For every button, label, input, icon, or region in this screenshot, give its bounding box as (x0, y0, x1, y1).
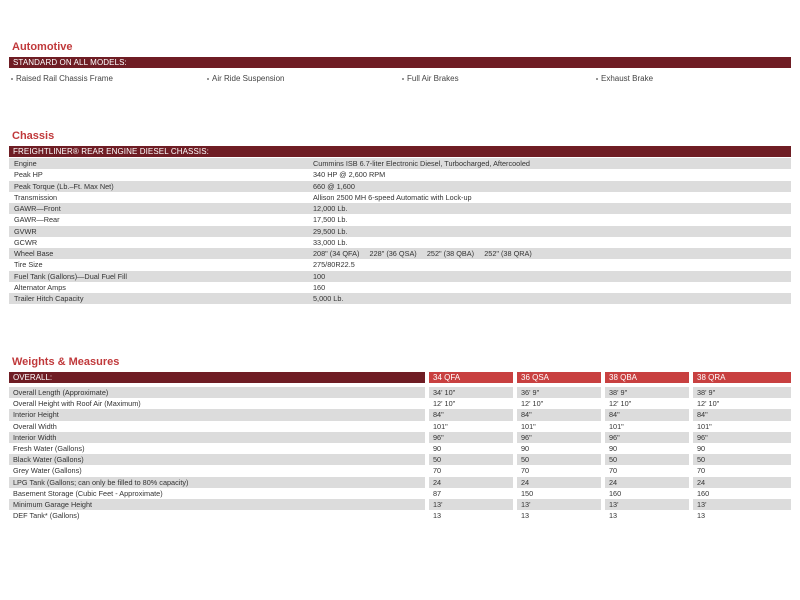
spec-row (9, 169, 791, 180)
measure-row (9, 409, 791, 420)
spec-row (9, 237, 791, 248)
measure-value: 101" (521, 421, 536, 431)
measure-value: 90 (521, 443, 530, 453)
measure-value: 13 (609, 511, 618, 521)
measure-value: 96" (693, 432, 791, 443)
spec-row (9, 158, 791, 169)
spec-label: Fuel Tank (Gallons)—Dual Fuel Fill (14, 271, 128, 281)
measure-value: 96" (429, 432, 513, 443)
measure-value: 50 (605, 454, 689, 465)
spec-label: Trailer Hitch Capacity (14, 294, 84, 303)
measure-label: Grey Water (Gallons) (13, 466, 82, 476)
measure-value: 84" (693, 409, 791, 420)
weights-header-bar: OVERALL: (9, 372, 425, 383)
measure-value: 12' 10" (609, 399, 632, 409)
feature-label: Full Air Brakes (407, 74, 459, 83)
spec-label: GAWR—Rear (14, 215, 60, 225)
measure-label: Overall Width (13, 421, 57, 431)
measure-value: 101" (433, 421, 448, 431)
measure-row (9, 421, 791, 432)
measure-row (9, 488, 791, 499)
chassis-spec-table (9, 158, 791, 304)
measure-label: Black Water (Gallons) (9, 454, 425, 465)
chassis-header-bar: FREIGHTLINER® REAR ENGINE DIESEL CHASSIS: (9, 146, 791, 157)
measure-value: 24 (605, 477, 689, 488)
measure-value: 70 (521, 466, 530, 476)
measure-value: 38' 9" (693, 387, 791, 398)
spec-label: Transmission (14, 192, 58, 202)
feature-label: Air Ride Suspension (212, 74, 285, 83)
bullet-icon (402, 78, 404, 80)
measure-value: 90 (609, 443, 618, 453)
measure-value: 50 (429, 454, 513, 465)
measure-row (9, 454, 791, 465)
measure-row (9, 398, 791, 409)
weights-title: Weights & Measures (12, 356, 120, 368)
spec-label: Peak HP (14, 170, 43, 180)
bullet-icon (207, 78, 209, 80)
feature-item (11, 73, 113, 85)
spec-value: Allison 2500 MH 6-speed Automatic with Lock-up (313, 192, 472, 202)
measure-value: 90 (433, 443, 442, 453)
feature-label: Exhaust Brake (601, 74, 654, 83)
measure-value: 160 (697, 488, 710, 498)
measure-value: 13 (697, 511, 706, 521)
spec-label: Tire Size (14, 260, 43, 270)
measure-label: Overall Length (Approximate) (9, 387, 425, 398)
measure-label: LPG Tank (Gallons; can only be filled to 80% capacity) (9, 477, 425, 488)
automotive-header-bar: STANDARD ON ALL MODELS: (9, 57, 791, 68)
spec-row (9, 259, 791, 270)
measure-value: 34' 10" (429, 387, 513, 398)
measure-value: 38' 9" (605, 387, 689, 398)
spec-value: 275/80R22.5 (313, 260, 355, 270)
feature-item (402, 73, 459, 85)
measure-value: 12' 10" (697, 399, 720, 409)
spec-value: 660 @ 1,600 (313, 181, 355, 191)
measure-row (9, 477, 791, 488)
measure-value: 96" (605, 432, 689, 443)
spec-value: 100 (313, 271, 326, 281)
measure-value: 50 (693, 454, 791, 465)
measure-value: 13' (693, 499, 791, 510)
feature-item (596, 73, 653, 85)
measure-value: 24 (693, 477, 791, 488)
bullet-icon (596, 78, 598, 80)
spec-row (9, 248, 791, 259)
feature-label: Raised Rail Chassis Frame (16, 74, 113, 83)
measure-value: 50 (517, 454, 601, 465)
spec-row (9, 226, 791, 237)
measure-value: 70 (697, 466, 706, 476)
spec-row (9, 203, 791, 214)
measure-row (9, 499, 791, 510)
measure-value: 87 (433, 488, 442, 498)
measure-label: DEF Tank* (Gallons) (13, 511, 80, 521)
measure-value: 70 (609, 466, 618, 476)
spec-row (9, 293, 791, 304)
spec-label: GAWR—Front (14, 204, 61, 213)
spec-value: 5,000 Lb. (313, 294, 344, 303)
measure-value: 84" (429, 409, 513, 420)
spec-label: Wheel Base (14, 249, 54, 258)
spec-value: 33,000 Lb. (313, 237, 348, 247)
automotive-title: Automotive (12, 41, 73, 53)
measure-value: 160 (609, 488, 622, 498)
measure-value: 101" (609, 421, 624, 431)
measure-value: 84" (605, 409, 689, 420)
measure-row (9, 465, 791, 476)
spec-label: Alternator Amps (14, 282, 66, 292)
model-column-header: 38 QRA (693, 372, 791, 383)
spec-value: 160 (313, 282, 326, 292)
model-column-header: 36 QSA (517, 372, 601, 383)
measure-value: 13' (517, 499, 601, 510)
spec-value: 29,500 Lb. (313, 226, 348, 236)
spec-row (9, 271, 791, 282)
measure-label: Interior Width (9, 432, 425, 443)
measure-value: 12' 10" (521, 399, 544, 409)
model-column-header: 38 QBA (605, 372, 689, 383)
measure-value: 90 (697, 443, 706, 453)
measure-value: 24 (429, 477, 513, 488)
measure-label: Minimum Garage Height (9, 499, 425, 510)
measure-value: 101" (697, 421, 712, 431)
spec-value: Cummins ISB 6.7-liter Electronic Diesel, Turbocharged, Aftercooled (313, 159, 530, 168)
spec-label: Engine (14, 159, 37, 168)
measure-label: Basement Storage (Cubic Feet - Approximate) (13, 488, 163, 498)
measure-value: 96" (517, 432, 601, 443)
spec-value: 12,000 Lb. (313, 204, 348, 213)
measure-label: Overall Height with Roof Air (Maximum) (13, 399, 141, 409)
bullet-icon (11, 78, 13, 80)
measure-value: 84" (517, 409, 601, 420)
spec-row (9, 192, 791, 203)
measure-label: Interior Height (9, 409, 425, 420)
measure-row (9, 510, 791, 521)
measure-value: 36' 9" (517, 387, 601, 398)
weights-header-row (9, 372, 791, 383)
measure-value: 13' (605, 499, 689, 510)
measure-value: 70 (433, 466, 442, 476)
spec-value: 17,500 Lb. (313, 215, 348, 225)
spec-label: GCWR (14, 237, 38, 247)
automotive-feature-list (9, 73, 791, 85)
measure-value: 150 (521, 488, 534, 498)
feature-item (207, 73, 284, 85)
measure-value: 13 (521, 511, 530, 521)
measure-value: 24 (517, 477, 601, 488)
spec-row (9, 282, 791, 293)
measure-value: 12' 10" (433, 399, 456, 409)
spec-row (9, 181, 791, 192)
spec-value: 208" (34 QFA) 228" (36 QSA) 252" (38 QBA) 252" (38 QRA) (313, 249, 532, 258)
weights-table (9, 372, 791, 521)
measure-value: 13 (433, 511, 442, 521)
measure-label: Fresh Water (Gallons) (13, 443, 85, 453)
model-column-header: 34 QFA (429, 372, 513, 383)
chassis-title: Chassis (12, 130, 55, 142)
measure-row (9, 387, 791, 398)
measure-row (9, 443, 791, 454)
spec-label: GVWR (14, 226, 37, 236)
spec-label: Peak Torque (Lb.–Ft. Max Net) (14, 181, 114, 191)
measure-row (9, 432, 791, 443)
spec-row (9, 214, 791, 225)
spec-value: 340 HP @ 2,600 RPM (313, 170, 386, 180)
measure-value: 13' (429, 499, 513, 510)
